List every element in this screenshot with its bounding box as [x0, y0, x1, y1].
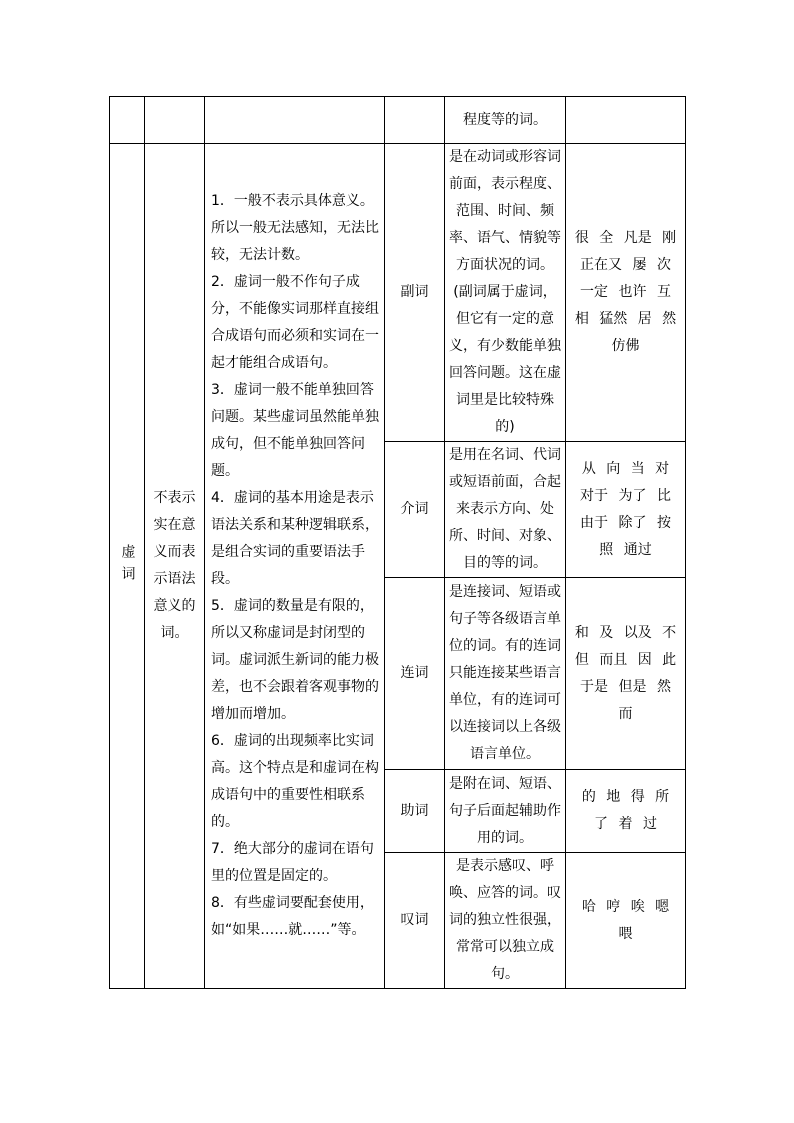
- feature-item: 1．一般不表示具体意义。所以一般无法感知，无法比较，无法计数。: [211, 193, 379, 263]
- type-cell: 连词: [385, 578, 445, 770]
- empty-cell: [385, 97, 445, 144]
- empty-cell: [110, 97, 145, 144]
- examples-cell: 的 地 得 所 了 着 过: [566, 770, 686, 853]
- definition-cell: 是连接词、短语或句子等各级语言单位的词。有的连词只能连接某些语言单位，有的连词可以连接词以上各级语言单位。: [445, 578, 566, 770]
- type-cell: 助词: [385, 770, 445, 853]
- feature-item: 3．虚词一般不能单独回答问题。某些虚词虽然能单独成句，但不能单独回答问题。: [211, 382, 379, 479]
- empty-cell: [205, 97, 385, 144]
- table-row-adverb: [110, 144, 686, 442]
- table-row-top: [110, 97, 686, 144]
- examples-cell: 哈 哼 唉 嗯 喂: [566, 853, 686, 989]
- definition-cell: 程度等的词。: [445, 97, 566, 144]
- meaning-cell: 不表示实在意义而表示语法意义的词。: [145, 144, 205, 989]
- type-cell: 副词: [385, 144, 445, 442]
- word-class-table: [109, 96, 686, 989]
- definition-cell: 是在动词或形容词前面，表示程度、范围、时间、频率、语气、情貌等方面状况的词。(副词属于虚词，但它有一定的意义，有少数能单独回答问题。这在虚词里是比较特殊的): [445, 144, 566, 442]
- feature-item: 5．虚词的数量是有限的，所以又称虚词是封闭型的词。虚词派生新词的能力极差，也不会跟着客观事物的增加而增加。: [211, 598, 379, 722]
- definition-cell: 是附在词、短语、句子后面起辅助作用的词。: [445, 770, 566, 853]
- empty-cell: [566, 97, 686, 144]
- features-cell: [205, 144, 385, 989]
- type-cell: 介词: [385, 442, 445, 578]
- feature-item: 8．有些虚词要配套使用，如“如果……就……”等。: [211, 895, 374, 938]
- empty-cell: [145, 97, 205, 144]
- feature-item: 7．绝大部分的虚词在语句里的位置是固定的。: [211, 841, 374, 884]
- feature-item: 2．虚词一般不作句子成分，不能像实词那样直接组合成语句而必须和实词在一起才能组合成语句。: [211, 274, 379, 371]
- definition-cell: 是用在名词、代词或短语前面，合起来表示方向、处所、时间、对象、目的等的词。: [445, 442, 566, 578]
- definition-cell: 是表示感叹、呼唤、应答的词。叹词的独立性很强，常常可以独立成句。: [445, 853, 566, 989]
- examples-cell: 从 向 当 对 对于 为了 比 由于 除了 按 照 通过: [566, 442, 686, 578]
- examples-cell: 和 及 以及 不但 而且 因 此 于是 但是 然而: [566, 578, 686, 770]
- examples-cell: 很 全 凡是 刚 正在又 屡 次 一定 也许 互相 猛然 居 然 仿佛: [566, 144, 686, 442]
- type-cell: 叹词: [385, 853, 445, 989]
- feature-item: 6．虚词的出现频率比实词高。这个特点是和虚词在构成语句中的重要性相联系的。: [211, 733, 379, 830]
- category-cell: 虚词: [110, 144, 145, 989]
- feature-item: 4．虚词的基本用途是表示语法关系和某种逻辑联系，是组合实词的重要语法手段。: [211, 490, 379, 587]
